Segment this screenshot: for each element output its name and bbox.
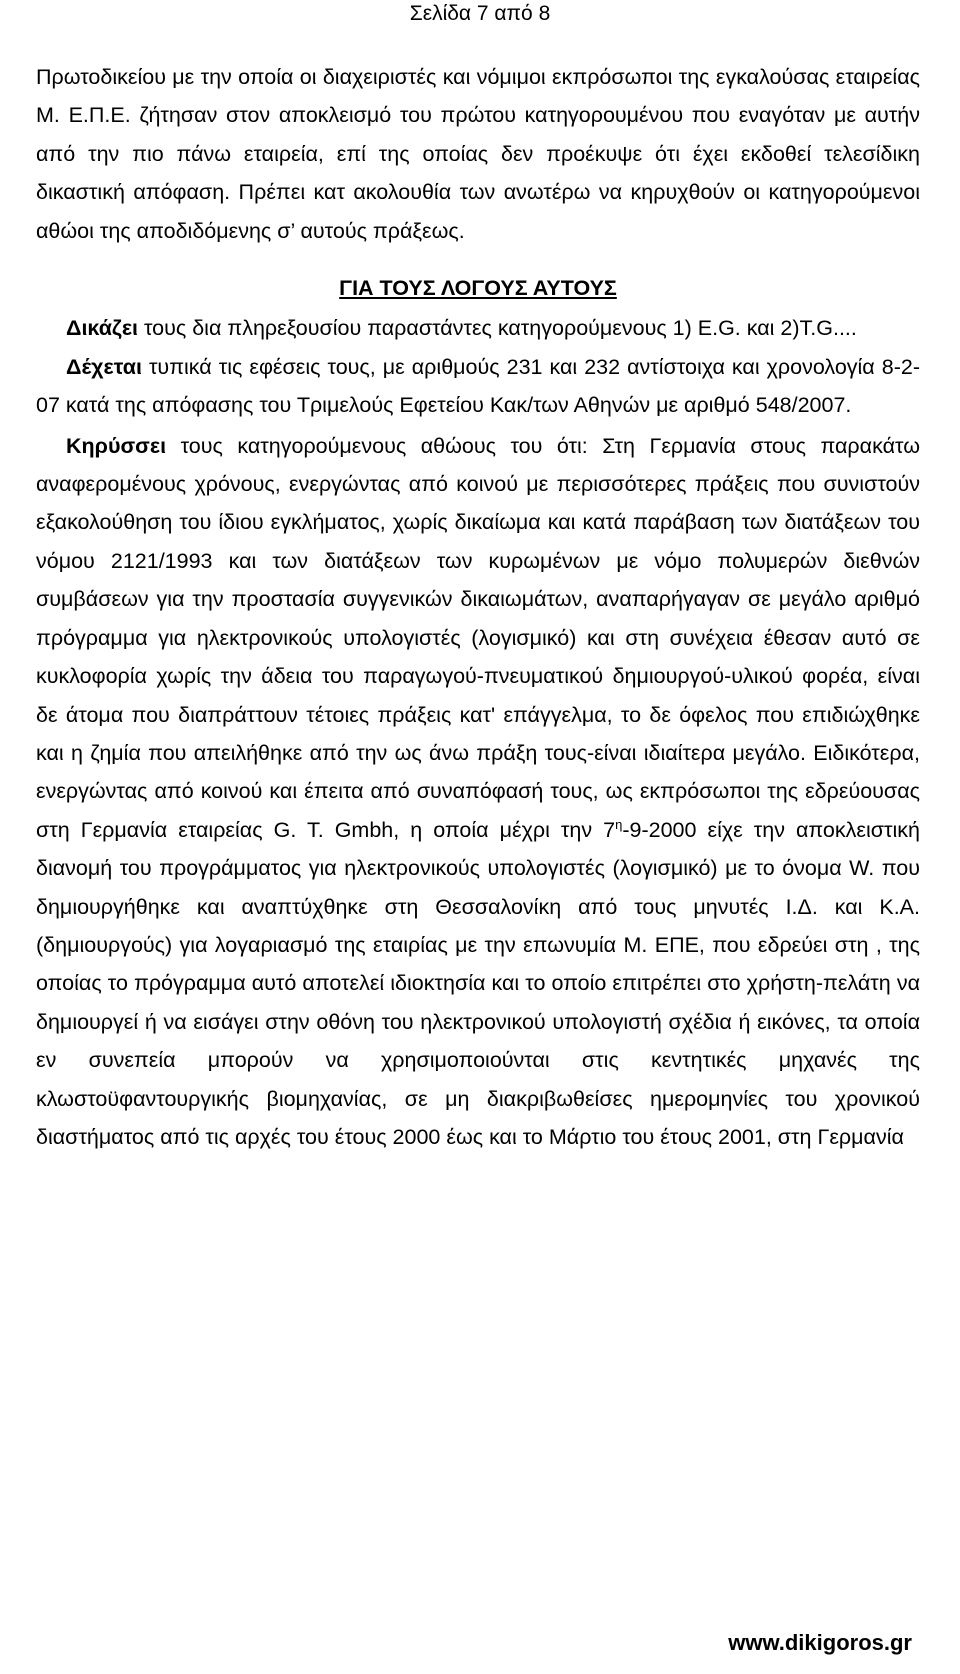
- paragraph-dechetai-text: τυπικά τις εφέσεις τους, με αριθμούς 231 και 232 αντίστοιχα και χρονολογία 8-2-07 κατά της απόφασης του Τριμελούς Εφετείου Κακ/των Αθηνών με αριθμό 548/2007.: [36, 354, 920, 418]
- paragraph-kiryssei: [36, 427, 920, 1157]
- paragraph-dikazei: [36, 309, 920, 347]
- verdict-keyword-dechetai: Δέχεται: [66, 354, 142, 379]
- paragraph-intro: Πρωτοδικείου με την οποία οι διαχειριστές και νόμιμοι εκπρόσωποι της εγκαλούσας εταιρείας Μ. Ε.Π.Ε. ζήτησαν στον αποκλεισμό του πρώτου κατηγορουμένου που εναγόταν με αυτήν από την πιο πάνω εταιρεία, επί της οποίας δεν προέκυψε ότι έχει εκδοθεί τελεσίδικη δικαστική απόφαση. Πρέπει κατ ακολουθία των ανωτέρω να κηρυχθούν οι κατηγορούμενοι αθώοι της αποδιδόμενης σ’ αυτούς πράξεως.: [36, 65, 920, 243]
- section-heading: ΓΙΑ ΤΟΥΣ ΛΟΓΟΥΣ ΑΥΤΟΥΣ: [339, 276, 617, 301]
- website-footer: www.dikigoros.gr: [728, 1630, 912, 1655]
- paragraph-dechetai: [36, 348, 920, 425]
- paragraph-dikazei-text: τους δια πληρεξουσίου παραστάντες κατηγορούμενους 1) E.G. και 2)T.G....: [138, 316, 857, 341]
- page-number-header: Σελίδα 7 από 8: [409, 2, 551, 25]
- paragraph-kiryssei-text-2: -9-2000 είχε την αποκλειστική διανομή του προγράμματος για ηλεκτρονικούς υπολογιστές (λογισμικό) με το όνομα W. που δημιουργήθηκε και αναπτύχθηκε στη Θεσσαλονίκη από τους μηνυτές Ι.Δ. και Κ.Α. (δημιουργούς) για λογαριασμό της εταιρίας με την επωνυμία Μ. ΕΠΕ, που εδρεύει στη , της οποίας το πρόγραμμα αυτό αποτελεί ιδιοκτησία και το οποίο επιτρέπει στο χρήστη-πελάτη να δημιουργεί ή να εισάγει στην οθόνη του ηλεκτρονικού υπολογιστή σχέδια ή εικόνες, τα οποία εν συνεπεία μπορούν να χρησιμοποιούνται στις κεντητικές μηχανές της κλωστοϋφαντουργικής βιομηχανίας, σε μη διακριβωθείσες ημερομηνίες του χρονικού διαστήματος από τις αρχές του έτους 2000 έως και το Μάρτιο του έτους 2001, στη Γερμανία: [36, 817, 920, 1149]
- verdict-keyword-kiryssei: Κηρύσσει: [66, 433, 167, 458]
- ordinal-superscript: η: [615, 816, 623, 832]
- paragraph-kiryssei-text-1: τους κατηγορούμενους αθώους του ότι: Στη Γερμανία στους παρακάτω αναφερομένους χρόνους, ενεργώντας από κοινού με περισσότερες πράξεις που συνιστούν εξακολούθηση του ίδιου εγκλήματος, χωρίς δικαίωμα και κατά παράβαση των διατάξεων του νόμου 2121/1993 και των διατάξεων των κυρωμένων με νόμο πολυμερών διεθνών συμβάσεων για την προστασία συγγενικών δικαιωμάτων, αναπαρήγαγαν σε μεγάλο αριθμό πρόγραμμα για ηλεκτρονικούς υπολογιστές (λογισμικό) και στη συνέχεια έθεσαν αυτό σε κυκλοφορία χωρίς την άδεια του παραγωγού-πνευματικού δημιουργού-υλικού φορέα, είναι δε άτομα που διαπράττουν τέτοιες πράξεις κατ' επάγγελμα, το δε όφελος που επιδιώχθηκε και η ζημία που απειλήθηκε από την ως άνω πράξη τους-είναι ιδιαίτερα μεγάλο. Ειδικότερα, ενεργώντας από κοινού και έπειτα από συναπόφασή τους, ως εκπρόσωποι της εδρεύουσας στη Γερμανία εταιρείας G. T. Gmbh, η οποία μέχρι την 7: [36, 433, 920, 842]
- document-body: [36, 58, 920, 1156]
- verdict-keyword-dikazei: Δικάζει: [66, 316, 138, 341]
